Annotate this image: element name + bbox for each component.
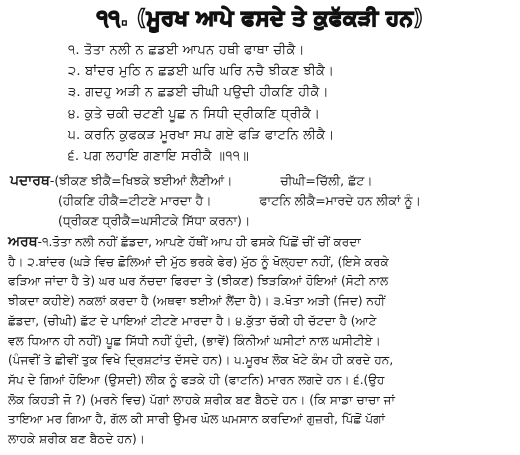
meaning-line: ਝੀਕਦਾ ਕਹੀਏ) ਨਕਲਾਂ ਕਰਦਾ ਹੈ (ਅਥਵਾ ਝਈਆਂ ਲੈਂਦਾ ਹੈ)। ੩.ਖੋਤਾ ਅੜੀ (ਜਿਦ) ਨਹੀਂ — [8, 294, 386, 309]
meaning-line: ਫੜਿਆ ਜਾਂਦਾ ਹੈ ਤੇ) ਘਰ ਘਰ ਨੱਚਦਾ ਫਿਰਦਾ ਤੇ (ਝੀਕਣ) ਝਿੜਕਿਆਂ ਹੋਇਆਂ (ਸੋਟੀ ਨਾਲ — [8, 274, 389, 289]
verse-line-6: ੬. ਪਗ ਲਹਾਇ ਗਣਾਇ ਸਰੀਕੈ ॥੧੧॥ — [68, 149, 250, 165]
verse-block — [68, 40, 516, 167]
section-title: ੧੧. (ਮੂਰਖ ਆਪੇ ਫਸਦੇ ਤੇ ਕੁਫੱਕੜੀ ਹਨ) — [96, 6, 424, 30]
word-meanings-label: ਪਦਾਰਥ — [10, 173, 50, 189]
verse-line-1: ੧. ਤੋਤਾ ਨਲੀ ਨ ਛਡਈ ਆਪਨ ਹਥੀ ਫਾਥਾ ਚੀਕੈ। — [68, 43, 305, 58]
meaning-line: ਸੱਪ ਦੇ ਗਿਆਂ ਹੋਇਆ (ਉਸਦੀ) ਲੀਕ ਨੂੰ ਫੜਕੇ ਹੀ (ਫਾਟਨਿ) ਮਾਰਨ ਲਗਦੇ ਹਨ। ੬.(ਉਹ — [8, 372, 385, 387]
definition-text: -(ਝੀਕਣ ਝੀਕੈ=ਖਿਝਕੇ ਝਈਆਂ ਲੈਣੀਆਂ। — [49, 173, 233, 188]
verse-line-3: ੩. ਗਦਹੁ ਅੜੀ ਨ ਛਡਈ ਚੀਘੀ ਪਉਦੀ ਹੀਕਣਿ ਹੀਕੈ। — [68, 85, 329, 101]
meaning-line: ਲੋਕ ਕਿਹੜੀ ਜੋ ?) (ਮਰਨੇ ਵਿਚ) ਪੱਗਾਂ ਲਾਹਕੇ ਸ਼ਰੀਕ ਬਣ ਬੈਠਦੇ ਹਨ। (ਕਿ ਸਾਡਾ ਚਾਚਾ ਜਾਂ — [8, 392, 395, 407]
definition-text: (ਹੀਕਣਿ ਹੀਕੈ=ਟੀਟਣੇ ਮਾਰਦਾ ਹੈ। — [58, 193, 212, 208]
meaning-line: ਹੈ। ੨.ਬਾਂਦਰ (ਘੜੇ ਵਿਚ ਛੋਲਿਆਂ ਦੀ ਮੁੱਠ ਭਰਕੇ ਫੇਰ) ਮੁੱਠ ਨੂੰ ਖੋਲ੍ਹਦਾ ਨਹੀਂ, (ਇਸੇ ਕਰਕੇ — [8, 254, 389, 269]
meaning-line: ਵਲ ਧਿਆਨ ਹੀ ਨਹੀਂ) ਪੂਛ ਸਿੱਧੀ ਨਹੀਂ ਹੁੰਦੀ, (ਭਾਵੇਂ) ਕਿੰਨੀਆਂ ਘਸੀਟਾਂ ਨਾਲ ਘਸੀਟੀਏ। — [8, 333, 381, 348]
meaning-line: ਲਾਹਕੇ ਸ਼ਰੀਕ ਬਣ ਬੈਠਦੇ ਹਨ)। — [8, 432, 145, 447]
definition-text: ਚੀਘੀ=ਚਿੱਲੀ, ਛੱਟ। — [280, 173, 373, 188]
meaning-block — [8, 233, 516, 450]
definition-text: ਫਾਟਨਿ ਲੀਕੈ=ਮਾਰਦੇ ਹਨ ਲੀਕਾਂ ਨੂੰ। — [259, 193, 421, 208]
meaning-line: ਤਾਇਆ ਮਰ ਗਿਆ ਹੈ, ਗੱਲ ਕੀ ਸਾਰੀ ਉਮਰ ਘੋਲ ਘਮਸਾਨ ਕਰਦਿਆਂ ਗੁਜ਼ਰੀ, ਪਿੱਛੋਂ ਪੱਗਾਂ — [8, 412, 385, 427]
word-meanings-block — [10, 171, 515, 231]
meaning-line: -੧.ਤੋਤਾ ਨਲੀ ਨਹੀਂ ਛੱਡਦਾ, ਆਪਣੇ ਹੱਥੀਂ ਆਪ ਹੀ ਫਸਕੇ ਪਿੱਛੋਂ ਚੀਂ ਚੀਂ ਕਰਦਾ — [37, 235, 361, 249]
verse-line-4: ੪. ਕੁਤੇ ਚਕੀ ਚਟਣੀ ਪੂਛ ਨ ਸਿਧੀ ਦ੍ਰੀਕਣਿ ਧ੍ਰੀਕੈ। — [68, 106, 321, 122]
definition-text: (ਧ੍ਰੀਕਣ ਧ੍ਰੀਕੈ=ਘਸੀਟਕੇ ਸਿੱਧਾ ਕਰਨਾ)। — [58, 213, 251, 228]
meaning-line: (ਪੰਜਵੀਂ ਤੇ ਛੀਵੀਂ ਤੁਕ ਵਿਖੇ ਦ੍ਰਿਸ਼ਟਾਂਤ ਦੱਸਦੇ ਹਨ)। ੫.ਮੂਰਖ ਲੋਕ ਖੋਟੇ ਕੰਮ ਹੀ ਕਰਦੇ ਹਨ, — [8, 353, 394, 368]
verse-line-5: ੫. ਕਰਨਿ ਕੁਫਕੜ ਮੂਰਖਾ ਸਪ ਗਏ ਫੜਿ ਫਾਟਨਿ ਲੀਕੈ। — [68, 127, 335, 143]
meaning-label: ਅਰਥ — [8, 234, 38, 250]
verse-line-2: ੨. ਬਾਂਦਰ ਮੁਠਿ ਨ ਛਡਈ ਘਰਿ ਘਰਿ ਨਚੈ ਝੀਕਣ ਝੀਕੈ। — [68, 64, 335, 80]
meaning-line: ਛੱਡਦਾ, (ਚੀਘੀ) ਛੱਟ ਦੇ ਪਾਇਆਂ ਟੀਟਣੇ ਮਾਰਦਾ ਹੈ। ੪.ਕੁੱਤਾ ਚੱਕੀ ਹੀ ਚੱਟਦਾ ਹੈ (ਆਟੇ — [8, 313, 377, 328]
